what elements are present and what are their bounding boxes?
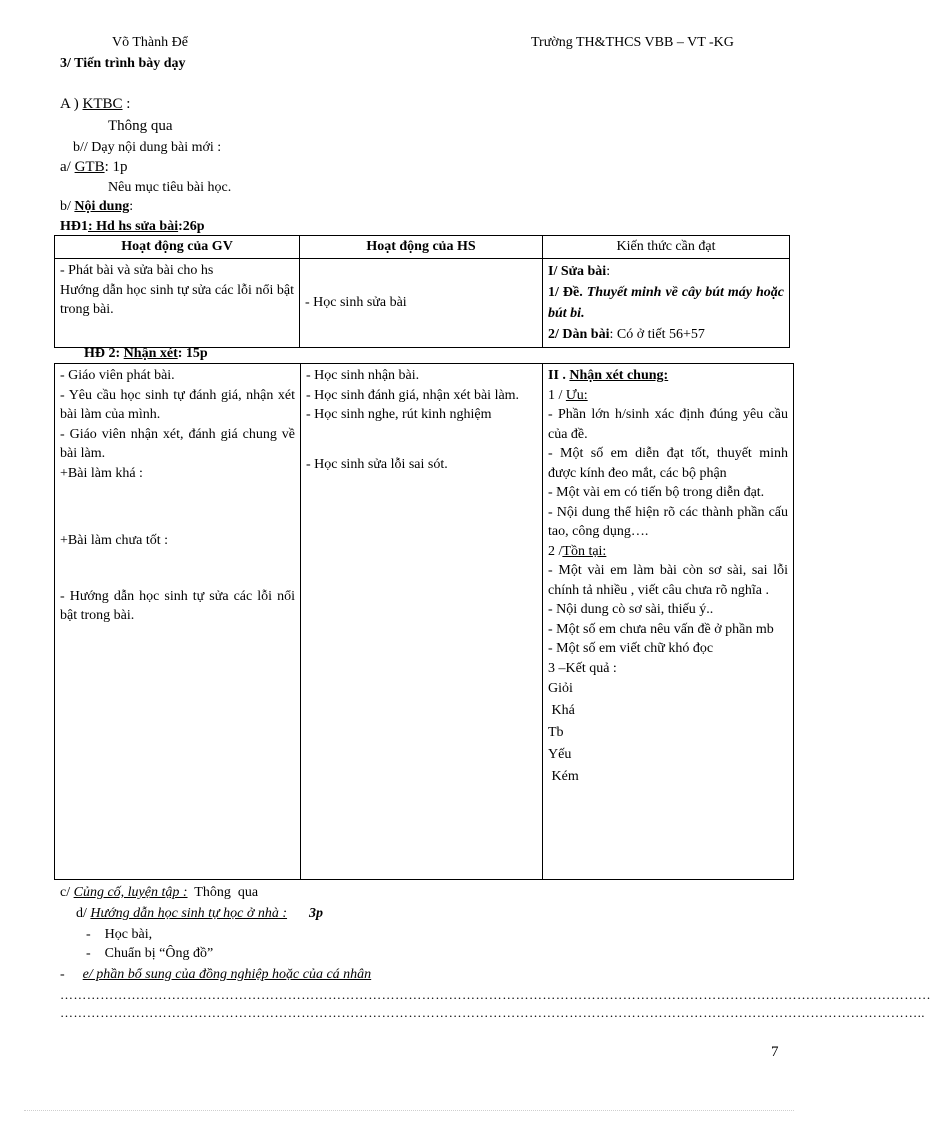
tt-prefix: 2 /: [548, 543, 563, 559]
tt-item: - Nội dung cò sơ sài, thiếu ý..: [548, 602, 714, 617]
kq-item: Giỏi: [548, 681, 573, 696]
tt-item: - Một vài em làm bài còn sơ sài, sai lỗi chính tả nhiều , viết câu chưa rõ nghĩa .: [548, 563, 788, 598]
gtb-label: GTB: [74, 159, 105, 175]
gtb-suffix: : 1p: [104, 159, 128, 175]
kt-danbai-label: 2/ Dàn bài: [548, 327, 610, 342]
header-gv: Hoạt động của GV: [55, 236, 300, 259]
gv-huongdan: - Hướng dẫn học sinh tự sửa các lỗi nổi bật trong bài.: [60, 588, 295, 623]
hs-p3: - Học sinh nghe, rút kinh nghiệm: [306, 407, 492, 422]
activity-table-1: [54, 235, 790, 348]
gv-p2: - Yêu cầu học sinh tự đánh giá, nhận xét bài làm của mình.: [60, 387, 295, 422]
part-b-intro: b// Dạy nội dung bài mới :: [73, 140, 222, 155]
gv-line: - Phát bài và sửa bài cho hs: [60, 263, 214, 278]
kq-item: Kém: [548, 769, 579, 784]
noi-dung-label: Nội dung: [74, 199, 130, 214]
homework-text: Học bài,: [104, 927, 153, 942]
uu-item: - Một số em diễn đạt tốt, thuyết minh được kính đeo mắt, các bộ phận: [548, 446, 788, 481]
kt2-title-row: [548, 366, 788, 386]
bullet-dash: -: [60, 967, 65, 982]
table2-hs-cell: [301, 364, 543, 880]
kt-de-text: Thuyết minh về cây bút máy hoặc bút bi.: [548, 285, 784, 321]
header-kt: Kiến thức cần đạt: [543, 236, 790, 259]
activity-table-2: [54, 363, 794, 880]
hd2-suffix: : 15p: [177, 346, 208, 361]
gv-chuatot: +Bài làm chưa tốt :: [60, 533, 169, 548]
kt-title-suffix: :: [606, 264, 611, 279]
noi-dung-suffix: :: [129, 199, 134, 214]
gv-line: Hướng dẫn học sinh tự sửa các lỗi nổi bật trong bài.: [60, 282, 294, 317]
tt-item: - Một số em chưa nêu vấn đề ở phần mb: [548, 621, 774, 637]
uu-row: [548, 386, 788, 406]
hs-p1: - Học sinh nhận bài.: [306, 368, 420, 383]
uu-item: - Nội dung thể hiện rõ các thành phần cấu tao, công dụng….: [548, 504, 788, 539]
kt-de-prefix: 1/ Đề.: [548, 285, 587, 300]
gtb-prefix: a/: [60, 159, 75, 175]
tt-item: - Một số em viết chữ khó đọc: [548, 641, 714, 656]
gv-p3: - Giáo viên nhận xét, đánh giá chung về bài làm.: [60, 426, 295, 461]
author-name: Võ Thành Để: [112, 35, 188, 50]
hd1-suffix: :26p: [178, 219, 205, 234]
bullet-dash: -: [86, 946, 91, 961]
section-title: 3/ Tiến trình bày dạy: [60, 56, 186, 71]
table1-gv-cell: [55, 259, 300, 348]
school-name: Trường TH&THCS VBB – VT -KG: [531, 35, 734, 50]
bo-sung-line: [60, 966, 371, 984]
hd1-prefix: HĐ1: [60, 219, 88, 234]
uu-prefix: 1 /: [548, 387, 566, 403]
kt2-title-label: Nhận xét chung:: [569, 368, 669, 383]
bullet-dash: -: [86, 927, 91, 942]
table2-kt-cell: [543, 364, 794, 880]
hd1-heading: [60, 218, 205, 236]
huong-dan-prefix: d/: [76, 906, 91, 921]
table1-kt-cell: [543, 259, 790, 348]
hs-p4: - Học sinh sửa lỗi sai sót.: [306, 456, 448, 472]
hd2-heading: [84, 345, 208, 363]
cung-co-line: [60, 884, 258, 902]
hs-text: - Học sinh sửa bài: [305, 295, 407, 311]
part-a-content: Thông qua: [108, 118, 173, 134]
uu-item: - Phần lớn h/sinh xác định đúng yêu cầu của đề.: [548, 407, 788, 442]
kt-title: I/ Sửa bài: [548, 264, 607, 279]
noi-dung-heading: [60, 198, 133, 216]
part-a-suffix: :: [122, 96, 131, 112]
kt2-title-prefix: II .: [548, 368, 570, 383]
header-hs: Hoạt động của HS: [300, 236, 543, 259]
tt-row: [548, 542, 788, 562]
kq-item: Yếu: [548, 747, 572, 762]
huong-dan-label: Hướng dẫn học sinh tự học ở nhà :: [90, 906, 288, 921]
table1-hs-cell: [300, 259, 543, 348]
table2-gv-cell: [55, 364, 301, 880]
cung-co-text: Thông qua: [187, 885, 259, 900]
kq-title: 3 –Kết quả :: [548, 660, 617, 676]
uu-label: Ưu:: [565, 387, 588, 403]
cung-co-label: Củng cố, luyện tập :: [73, 885, 188, 900]
gtb-heading: [60, 158, 128, 176]
homework-text: Chuẩn bị “Ông đồ”: [104, 946, 214, 961]
huong-dan-time: 3p: [309, 906, 324, 921]
uu-item: - Một vài em có tiến bộ trong diễn đạt.: [548, 485, 765, 500]
kq-item: Tb: [548, 725, 564, 740]
kt-danbai-text: : Có ở tiết 56+57: [609, 327, 705, 342]
kt-de-row: [548, 282, 784, 324]
footer-divider: [24, 1110, 794, 1111]
dotted-line: ……………………………………………………………………………………………………………………………………………………………………………: [60, 987, 931, 1002]
part-a-prefix: A ): [60, 96, 83, 112]
hd2-prefix: HĐ 2:: [84, 346, 124, 361]
huong-dan-line: [76, 905, 323, 923]
hs-p2: - Học sinh đánh giá, nhận xét bài làm.: [306, 387, 520, 403]
dotted-line: …………………………………………………………………………………………………………………………………………………………………………..: [60, 1005, 925, 1020]
gv-p1: - Giáo viên phát bài.: [60, 368, 175, 383]
kt-title-row: [548, 261, 784, 282]
gv-kha: +Bài làm khá :: [60, 465, 143, 481]
page-number: 7: [771, 1044, 779, 1060]
bo-sung-text: e/ phần bổ sung của đồng nghiệp hoặc của cá nhân: [82, 967, 372, 982]
hd1-label: : Hd hs sửa bài: [88, 219, 179, 234]
kt-danbai-row: [548, 324, 784, 345]
tt-label: Tồn tại:: [562, 543, 607, 559]
homework-item: [86, 926, 152, 944]
part-a-label: KTBC: [82, 96, 123, 112]
kq-item: Khá: [548, 703, 575, 718]
cung-co-prefix: c/: [60, 885, 74, 900]
homework-item: [86, 945, 213, 963]
part-a-heading: [60, 95, 130, 113]
noi-dung-prefix: b/: [60, 199, 75, 214]
hd2-label: Nhận xét: [123, 346, 178, 361]
gtb-content: Nêu mục tiêu bài học.: [108, 180, 232, 195]
